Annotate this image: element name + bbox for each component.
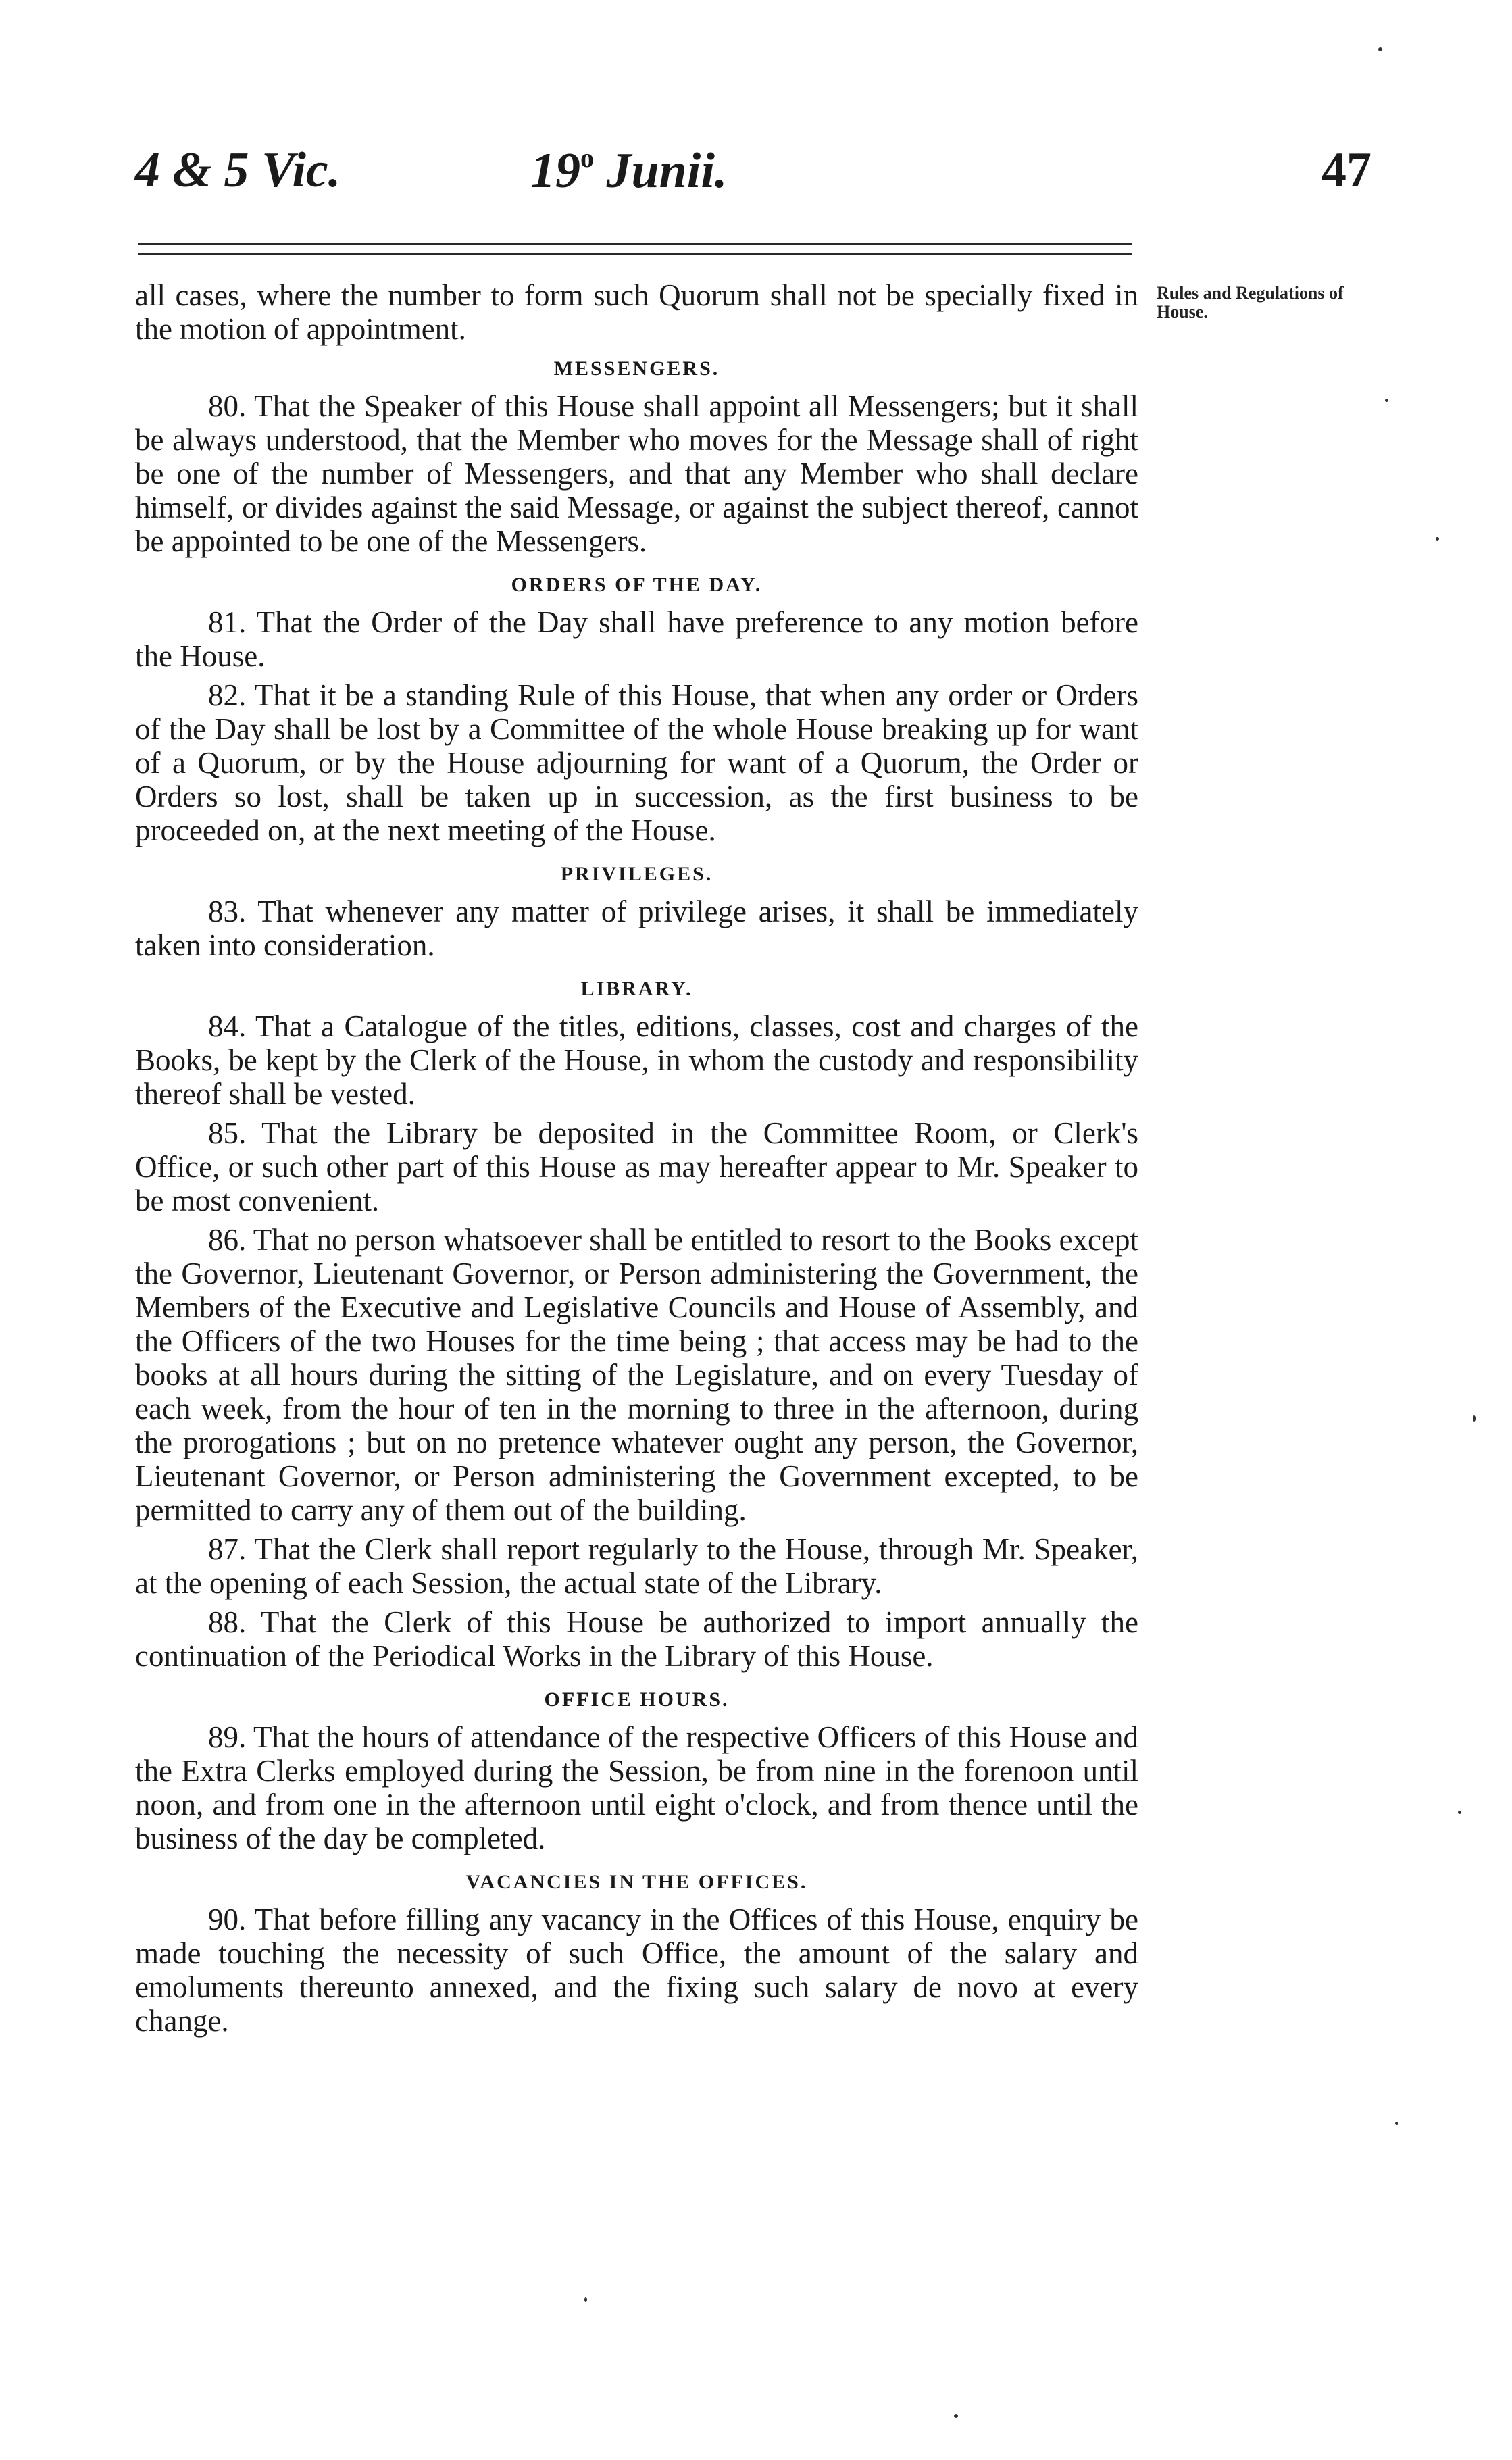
- text-column: [135, 278, 1138, 2038]
- header-double-rule: [138, 243, 1132, 255]
- speck: [1473, 1415, 1476, 1422]
- rule-82: 82. That it be a standing Rule of this House, that when any order or Orders of the Day shall be lost by a Committee of the whole House breaking up for want of a Quorum, or by the House adjourning for want of a Quorum, the Order or Orders so lost, shall be taken up in succession, as the first business to be proceeded on, at the next meeting of the House.: [135, 678, 1138, 847]
- date-month: Junii.: [606, 143, 728, 199]
- date-superscript: o: [580, 143, 594, 173]
- rule-90: 90. That before filling any vacancy in the Offices of this House, enquiry be made touching the necessity of such Office, the amount of the salary and emoluments thereunto annexed, and the fixing such salary de novo at every change.: [135, 1903, 1138, 2038]
- speck: [1395, 2122, 1398, 2125]
- date-day: 19: [530, 143, 580, 199]
- paragraph-continuation: all cases, where the number to form such Quorum shall not be specially fixed in the motion of appointment.: [135, 278, 1138, 346]
- rule-83: 83. That whenever any matter of privilege arises, it shall be immediately taken into consideration.: [135, 895, 1138, 962]
- margin-note: Rules and Regulations of House.: [1157, 283, 1344, 322]
- rule-85: 85. That the Library be deposited in the Committee Room, or Clerk's Office, or such other part of this House as may hereafter appear to Mr. Speaker to be most convenient.: [135, 1116, 1138, 1218]
- rule-84: 84. That a Catalogue of the titles, editions, classes, cost and charges of the Books, be kept by the Clerk of the House, in whom the custody and responsibility thereof shall be vested.: [135, 1009, 1138, 1111]
- speck: [954, 2414, 958, 2418]
- rule-81: 81. That the Order of the Day shall have preference to any motion before the House.: [135, 605, 1138, 673]
- rule-89: 89. That the hours of attendance of the respective Officers of this House and the Extra Clerks employed during the Session, be from nine in the forenoon until noon, and from one in the afternoon until eight o'clock, and from thence until the business of the day be completed.: [135, 1720, 1138, 1855]
- section-heading-office-hours: OFFICE HOURS.: [544, 1688, 730, 1711]
- page-number: 47: [1321, 143, 1371, 198]
- session-date: [530, 142, 727, 200]
- rule-80: 80. That the Speaker of this House shall appoint all Messengers; but it shall be always understood, that the Member who moves for the Message shall of right be one of the number of Messengers, and that any Member who shall declare himself, or divides against the said Message, or against the subject thereof, cannot be appointed to be one of the Messengers.: [135, 389, 1138, 558]
- rule-88: 88. That the Clerk of this House be authorized to import annually the continuation of the Periodical Works in the Library of this House.: [135, 1605, 1138, 1673]
- running-head: [135, 142, 1371, 203]
- rule-87: 87. That the Clerk shall report regularly to the House, through Mr. Speaker, at the opening of each Session, the actual state of the Library.: [135, 1532, 1138, 1600]
- speck: [1458, 1811, 1461, 1814]
- section-heading-library: LIBRARY.: [580, 978, 693, 1000]
- section-heading-orders-of-the-day: ORDERS OF THE DAY.: [511, 574, 763, 596]
- section-heading-vacancies: VACANCIES IN THE OFFICES.: [465, 1871, 808, 1893]
- section-heading-privileges: PRIVILEGES.: [560, 863, 713, 885]
- statute-reference: 4 & 5 Vic.: [135, 143, 341, 198]
- speck: [584, 2297, 587, 2302]
- speck: [1436, 537, 1439, 541]
- section-heading-messengers: MESSENGERS.: [553, 357, 720, 380]
- rule-86: 86. That no person whatsoever shall be entitled to resort to the Books except the Governor, Lieutenant Governor, or Person administering the Government, the Members of the Executive and Legislative Councils and House of Assembly, and the Officers of the two Houses for the time being ; that access may be had to the books at all hours during the sitting of the Legislature, and on every Tuesday of each week, from the hour of ten in the morning to three in the afternoon, during the prorogations ; but on no pretence whatever ought any person, the Governor, Lieutenant Governor, or Person administering the Government excepted, to be permitted to carry any of them out of the building.: [135, 1223, 1138, 1527]
- speck: [1378, 47, 1382, 51]
- speck: [1385, 399, 1388, 402]
